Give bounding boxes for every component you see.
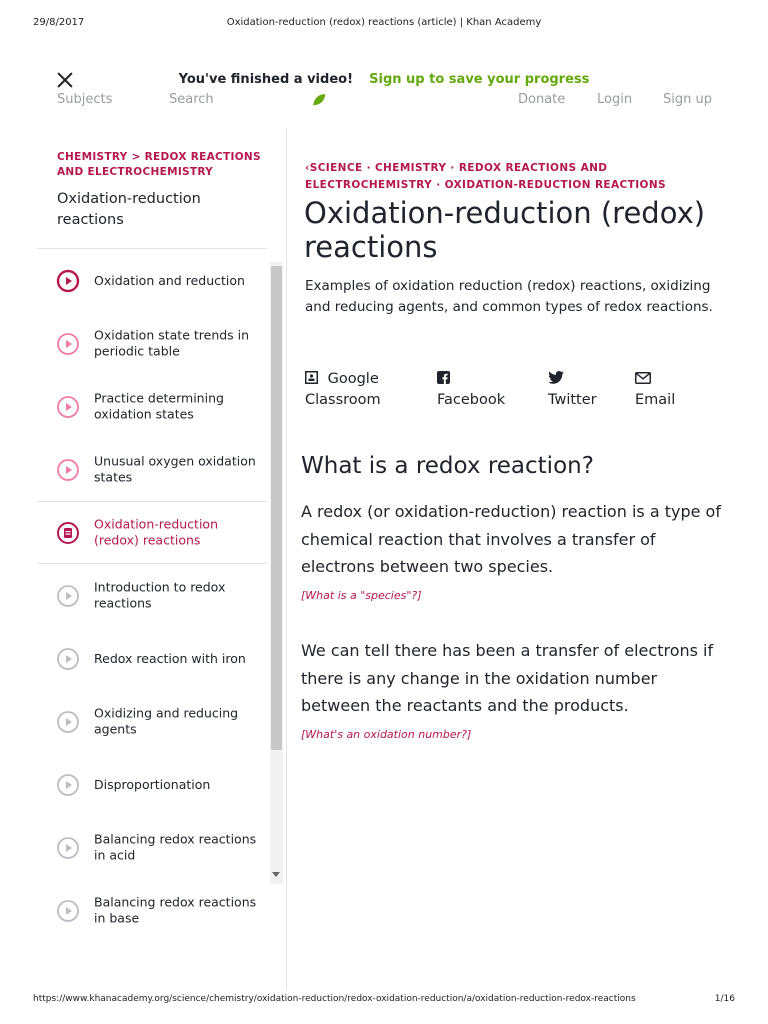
sidebar-item[interactable] <box>37 249 267 312</box>
breadcrumb-separator: · <box>366 162 371 174</box>
print-page-count: 1/16 <box>714 994 735 1004</box>
scroll-down-arrow-icon[interactable] <box>272 872 280 877</box>
oxidation-number-note-link[interactable]: [What's an oxidation number?] <box>301 728 472 741</box>
sidebar-item-label: Practice determining oxidation states <box>94 390 224 422</box>
video-icon <box>57 585 79 607</box>
species-note-link[interactable]: [What is a "species"?] <box>301 589 422 602</box>
page-title: Oxidation-reduction (redox) reactions <box>304 196 706 264</box>
email-icon <box>635 372 651 384</box>
video-icon <box>57 270 79 292</box>
sidebar-item-label: Unusual oxygen oxidation states <box>94 453 256 485</box>
share-google-label: Google <box>327 371 379 387</box>
sidebar-item[interactable] <box>37 753 267 816</box>
paragraph-1: A redox (or oxidation-reduction) reaction is a type of chemical reaction that involves a transfer of electrons between two species. <box>301 502 721 576</box>
sidebar-item-label: Disproportionation <box>94 776 211 792</box>
sidebar-item[interactable] <box>37 312 267 375</box>
video-icon <box>57 774 79 796</box>
twitter-icon <box>548 371 564 384</box>
video-icon <box>57 648 79 670</box>
share-facebook[interactable] <box>437 369 505 411</box>
google-classroom-icon <box>305 371 318 384</box>
sidebar-item[interactable] <box>37 816 267 879</box>
paragraph-2: We can tell there has been a transfer of electrons if there is any change in the oxidation number between the reactants and the products. <box>301 641 714 715</box>
video-icon <box>57 900 79 922</box>
video-finished-banner <box>0 72 768 87</box>
sidebar-item-label: Introduction to redox reactions <box>94 579 226 611</box>
video-icon <box>57 333 79 355</box>
print-url: https://www.khanacademy.org/science/chemistry/oxidation-reduction/redox-oxidation-reduction/a/oxidation-reduction-redox-reactions <box>33 994 636 1004</box>
sidebar-list <box>37 248 267 926</box>
share-email-label: Email <box>635 392 676 408</box>
nav-signup[interactable]: Sign up <box>663 92 712 107</box>
article-description: Examples of oxidation reduction (redox) reactions, oxidizing and reducing agents, and common types of redox reactions. <box>305 278 713 315</box>
sidebar-item[interactable] <box>37 501 267 564</box>
share-twitter-label: Twitter <box>548 392 597 408</box>
sidebar-item[interactable] <box>37 438 267 501</box>
breadcrumb <box>305 160 725 194</box>
chevron-right-icon: > <box>131 151 141 163</box>
print-title: Oxidation-reduction (redox) reactions (article) | Khan Academy <box>226 17 542 28</box>
sidebar-item-label: Oxidation and reduction <box>94 272 245 288</box>
sidebar-item-label: Balancing redox reactions in acid <box>94 831 257 863</box>
sidebar-item[interactable] <box>37 564 267 627</box>
sidebar-item-label: Redox reaction with iron <box>94 650 246 666</box>
video-icon <box>57 837 79 859</box>
sidebar-item[interactable] <box>37 627 267 690</box>
sidebar-title: Oxidation-reduction reactions <box>57 191 201 228</box>
share-facebook-label: Facebook <box>437 392 506 408</box>
sidebar-item[interactable] <box>37 879 267 942</box>
signup-progress-link[interactable]: Sign up to save your progress <box>369 72 590 87</box>
print-footer <box>0 994 768 1008</box>
sidebar-crumb-chemistry[interactable]: CHEMISTRY <box>57 151 128 163</box>
breadcrumb-item[interactable]: OXIDATION-REDUCTION REACTIONS <box>444 179 666 191</box>
nav-search[interactable]: Search <box>169 92 214 107</box>
sidebar-item-label: Oxidizing and reducing agents <box>94 705 239 737</box>
sidebar-crumb-redox[interactable]: REDOX REACTIONS AND ELECTROCHEMISTRY <box>57 151 261 178</box>
section-heading: What is a redox reaction? <box>301 453 594 479</box>
breadcrumb-separator: · <box>450 162 455 174</box>
sidebar-breadcrumb <box>57 150 272 180</box>
nav-donate[interactable]: Donate <box>518 92 566 107</box>
scrollbar-thumb[interactable] <box>271 266 282 750</box>
print-date: 29/8/2017 <box>33 17 85 28</box>
banner-message: You've finished a video! <box>178 72 353 87</box>
leaf-icon <box>312 93 326 107</box>
nav-subjects[interactable]: Subjects <box>57 92 113 107</box>
breadcrumb-item[interactable]: REDOX REACTIONS AND ELECTROCHEMISTRY <box>305 162 608 191</box>
breadcrumb-item[interactable]: SCIENCE <box>309 162 363 174</box>
breadcrumb-item[interactable]: CHEMISTRY <box>374 162 447 174</box>
share-email[interactable] <box>635 369 675 411</box>
video-icon <box>57 459 79 481</box>
sidebar-item[interactable] <box>37 375 267 438</box>
sidebar-item-label: Oxidation-reduction (redox) reactions <box>94 516 218 548</box>
column-divider <box>286 128 287 990</box>
share-google-classroom[interactable] <box>305 369 381 411</box>
sidebar-item-label: Oxidation state trends in periodic table <box>94 327 250 359</box>
chevron-left-icon[interactable]: ‹ <box>305 162 310 174</box>
print-header <box>0 17 768 31</box>
sidebar-item[interactable] <box>37 690 267 753</box>
share-classroom-label: Classroom <box>305 392 381 408</box>
facebook-icon <box>437 371 450 384</box>
article-icon <box>57 522 79 544</box>
video-icon <box>57 396 79 418</box>
share-twitter[interactable] <box>548 369 597 411</box>
sidebar-item-label: Balancing redox reactions in base <box>94 894 257 926</box>
video-icon <box>57 711 79 733</box>
breadcrumb-separator: · <box>436 179 441 191</box>
nav-login[interactable]: Login <box>597 92 633 107</box>
